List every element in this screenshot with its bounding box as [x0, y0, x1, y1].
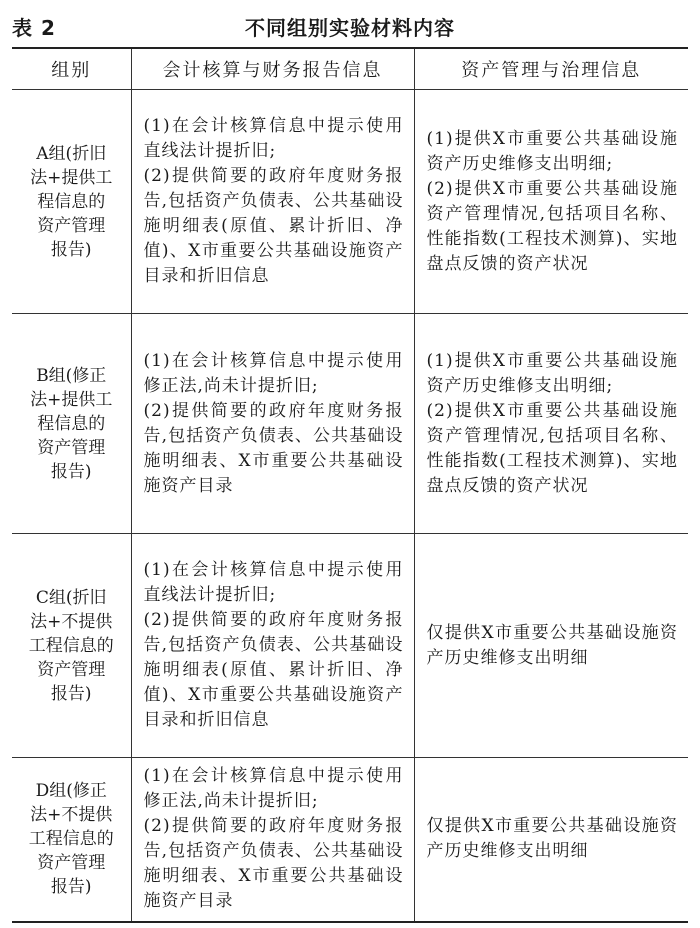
accounting-item: (2)提供简要的政府年度财务报告,包括资产负债表、公共基础设施明细表、X市重要公共基础设施资产目录 — [143, 816, 404, 912]
accounting-item: (2)提供简要的政府年度财务报告,包括资产负债表、公共基础设施明细表(原值、累计折旧、净值)、X市重要公共基础设施资产目录和折旧信息 — [143, 166, 404, 286]
group-label: A组(折旧 法+提供工 程信息的 资产管理 报告) — [30, 143, 113, 260]
accounting-item: (1)在会计核算信息中提示使用直线法计提折旧; — [143, 116, 404, 161]
management-item: (1)提供X市重要公共基础设施资产历史维修支出明细; — [426, 350, 678, 396]
table-row — [12, 90, 688, 314]
accounting-item: (2)提供简要的政府年度财务报告,包括资产负债表、公共基础设施明细表、X市重要公共基础设施资产目录 — [143, 400, 404, 496]
table-title: 不同组别实验材料内容 — [245, 16, 455, 40]
accounting-item: (1)在会计核算信息中提示使用直线法计提折旧; — [143, 560, 404, 605]
accounting-item: (1)在会计核算信息中提示使用修正法,尚未计提折旧; — [143, 350, 404, 396]
group-label: C组(折旧 法+不提供 工程信息的 资产管理 报告) — [28, 587, 114, 704]
accounting-item: (1)在会计核算信息中提示使用修正法,尚未计提折旧; — [143, 766, 404, 812]
accounting-cell — [131, 758, 414, 922]
header-row — [12, 48, 688, 90]
accounting-cell — [131, 314, 414, 534]
table-row — [12, 314, 688, 534]
header-group: 组别 — [12, 48, 131, 90]
accounting-cell — [131, 90, 414, 314]
table-number: 表 2 — [12, 16, 56, 40]
management-cell — [414, 534, 688, 758]
management-cell — [414, 758, 688, 922]
group-cell — [12, 758, 131, 922]
management-item: 仅提供X市重要公共基础设施资产历史维修支出明细 — [426, 622, 678, 668]
materials-table — [12, 47, 688, 923]
management-item: (2)提供X市重要公共基础设施资产管理情况,包括项目名称、性能指数(工程技术测算)、实地盘点反馈的资产状况 — [426, 178, 678, 274]
management-item: 仅提供X市重要公共基础设施资产历史维修支出明细 — [426, 816, 678, 862]
group-cell — [12, 314, 131, 534]
management-item: (1)提供X市重要公共基础设施资产历史维修支出明细; — [426, 128, 678, 174]
header-management: 资产管理与治理信息 — [414, 48, 688, 90]
table-caption — [12, 8, 688, 42]
group-label: D组(修正 法+不提供 工程信息的 资产管理 报告) — [28, 781, 114, 898]
header-accounting: 会计核算与财务报告信息 — [131, 48, 414, 90]
accounting-cell — [131, 534, 414, 758]
management-cell — [414, 314, 688, 534]
group-cell — [12, 534, 131, 758]
table-row — [12, 534, 688, 758]
group-label: B组(修正 法+提供工 程信息的 资产管理 报告) — [30, 365, 113, 482]
management-item: (2)提供X市重要公共基础设施资产管理情况,包括项目名称、性能指数(工程技术测算)、实地盘点反馈的资产状况 — [426, 400, 678, 496]
accounting-item: (2)提供简要的政府年度财务报告,包括资产负债表、公共基础设施明细表(原值、累计折旧、净值)、X市重要公共基础设施资产目录和折旧信息 — [143, 610, 404, 730]
group-cell — [12, 90, 131, 314]
table-row — [12, 758, 688, 922]
management-cell — [414, 90, 688, 314]
